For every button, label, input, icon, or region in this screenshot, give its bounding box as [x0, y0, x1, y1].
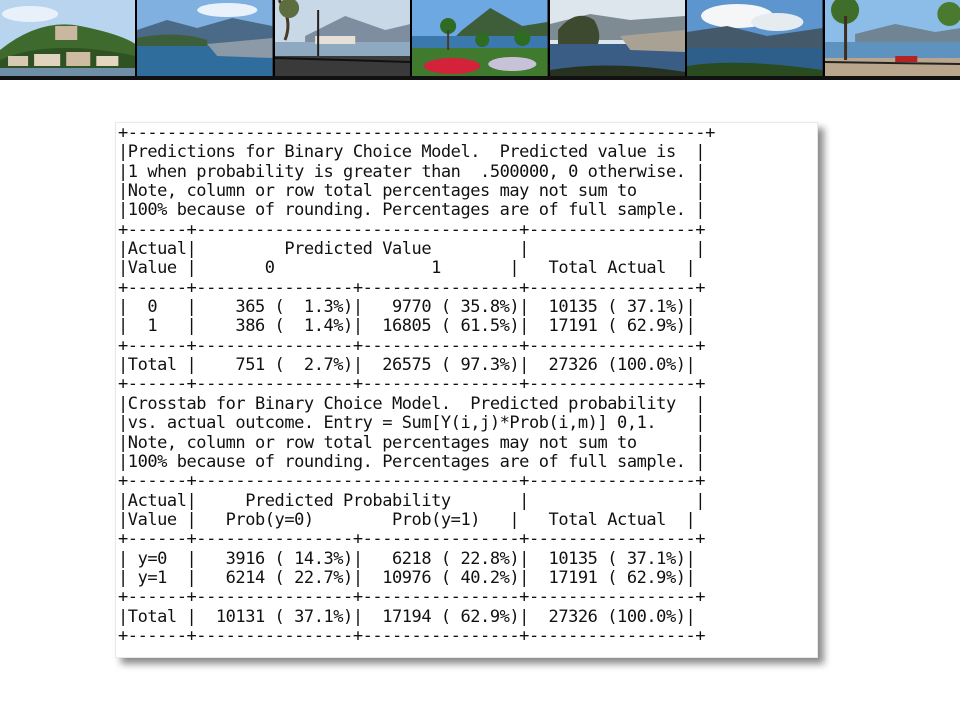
output-line: |Crosstab for Binary Choice Model. Predicted probability |: [118, 393, 706, 414]
crosstab-output-panel: [115, 122, 818, 658]
output-line: +------+----------------+----------------+-----------------+: [118, 587, 706, 608]
banner-photo-garden: [412, 0, 549, 76]
output-line: |100% because of rounding. Percentages are of full sample. |: [118, 200, 706, 221]
output-line: +------+----------------+----------------+-----------------+: [118, 335, 706, 356]
output-line: |1 when probability is greater than .500000, 0 otherwise. |: [118, 161, 706, 182]
output-line: | 1 | 386 ( 1.4%)| 16805 ( 61.5%)| 17191 ( 62.9%)|: [118, 316, 696, 337]
output-line: |vs. actual outcome. Entry = Sum[Y(i,j)*Prob(i,m)] 0,1. |: [118, 413, 706, 434]
crosstab-output-text: [116, 123, 817, 646]
output-line: +------+---------------------------------+-----------------+: [118, 219, 706, 240]
output-line: |Actual| Predicted Value | |: [118, 239, 706, 260]
banner-photo-bay: [137, 0, 274, 76]
output-line: |Note, column or row total percentages may not sum to |: [118, 432, 706, 453]
banner-photo-promenade: [275, 0, 412, 76]
output-line: | 0 | 365 ( 1.3%)| 9770 ( 35.8%)| 10135 ( 37.1%)|: [118, 297, 696, 318]
output-line: | y=0 | 3916 ( 14.3%)| 6218 ( 22.8%)| 10135 ( 37.1%)|: [118, 548, 696, 569]
output-line: |Total | 10131 ( 37.1%)| 17194 ( 62.9%)| 27326 (100.0%)|: [118, 606, 696, 627]
output-line: +------+----------------+----------------+-----------------+: [118, 374, 706, 395]
banner-photo-clouds: [687, 0, 824, 76]
output-line: |Total | 751 ( 2.7%)| 26575 ( 97.3%)| 27326 (100.0%)|: [118, 355, 696, 376]
output-line: |Value | 0 1 | Total Actual |: [118, 258, 696, 279]
banner-photo-peninsula: [550, 0, 687, 76]
output-line: |Note, column or row total percentages may not sum to |: [118, 181, 706, 202]
output-line: |Value | Prob(y=0) Prob(y=1) | Total Actual |: [118, 509, 696, 530]
output-line: +------+----------------+----------------+-----------------+: [118, 529, 706, 550]
banner-photo-lakeside: [825, 0, 960, 76]
output-line: | y=1 | 6214 ( 22.7%)| 10976 ( 40.2%)| 17191 ( 62.9%)|: [118, 567, 696, 588]
output-line: |Predictions for Binary Choice Model. Predicted value is |: [118, 142, 706, 163]
output-line: +------+----------------+----------------+-----------------+: [118, 625, 706, 646]
output-line: +------+---------------------------------+-----------------+: [118, 471, 706, 492]
output-line: +------+----------------+----------------+-----------------+: [118, 277, 706, 298]
output-line: |Actual| Predicted Probability | |: [118, 490, 706, 511]
photo-banner: [0, 0, 960, 80]
output-line: +-----------------------------------------------------------+: [118, 123, 715, 143]
output-line: |100% because of rounding. Percentages are of full sample. |: [118, 451, 706, 472]
banner-photo-village: [0, 0, 137, 76]
